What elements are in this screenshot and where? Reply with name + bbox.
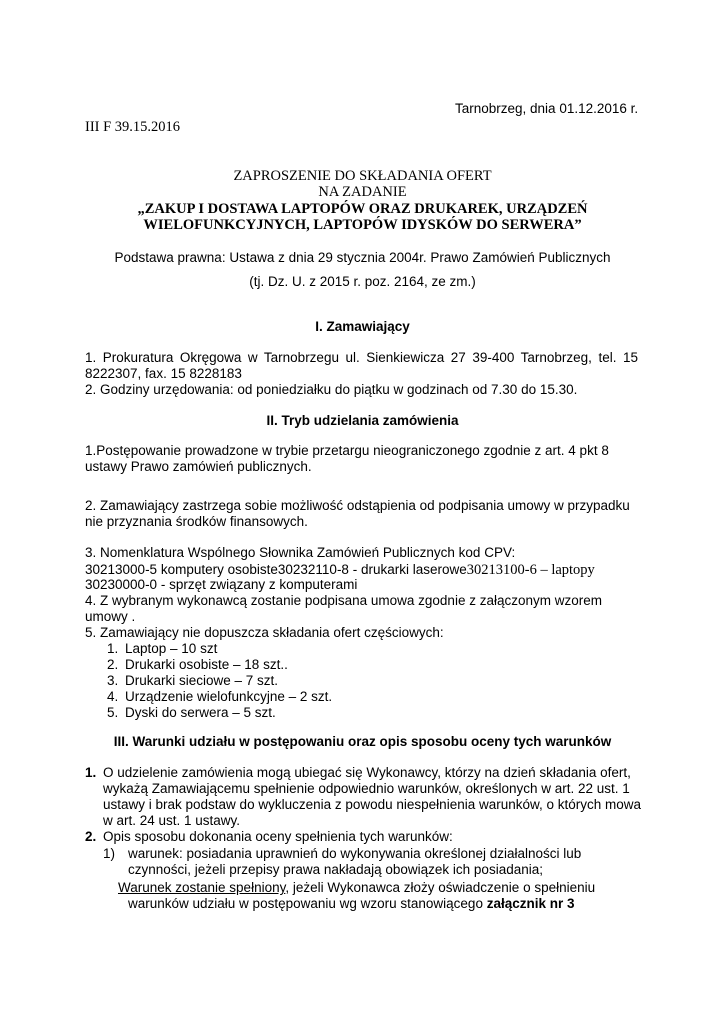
sub-item-number: 1) xyxy=(103,846,116,861)
list-number: 3. xyxy=(107,673,119,688)
list-number: 2. xyxy=(107,657,119,672)
attachment-reference: załącznik nr 3 xyxy=(486,896,575,911)
list-number: 4. xyxy=(107,689,119,704)
legal-basis-line-1: Podstawa prawna: Ustawa z dnia 29 stycznia 2004r. Prawo Zamówień Publicznych xyxy=(114,250,611,265)
contract-para-line-2: umowy . xyxy=(85,609,136,624)
assessment-heading: Opis sposobu dokonania oceny spełnienia tych warunków: xyxy=(103,829,453,844)
list-item xyxy=(107,641,217,657)
list-item xyxy=(107,657,288,673)
authority-address: Prokuratura Okręgowa w Tarnobrzegu ul. Sienkiewicza 27 39-400 Tarnobrzeg, tel. 15 xyxy=(102,350,638,365)
conditions-para-line-3: ustawy i brak podstaw do wykluczenia z powodu niespełnienia warunków, o których mowa xyxy=(103,797,642,812)
item-number: 1. xyxy=(85,350,97,365)
section-2-heading: II. Tryb udzielania zamówienia xyxy=(266,413,459,428)
authority-contact: 8222307, fax. 15 8228183 xyxy=(85,366,242,381)
conditions-para-line-4: w art. 24 ust. 1 ustawy. xyxy=(103,813,241,828)
item-number: 2. xyxy=(85,382,97,397)
sub-item-line-1: warunek: posiadania uprawnień do wykonywania określonej działalności lub xyxy=(128,846,582,861)
place-date: Tarnobrzeg, dnia 01.12.2016 r. xyxy=(455,101,639,116)
cpv-heading: 3. Nomenklatura Wspólnego Słownika Zamówień Publicznych kod CPV: xyxy=(85,545,516,560)
title-line-4: WIELOFUNKCYJNYCH, LAPTOPÓW IDYSKÓW DO SERWERA” xyxy=(143,217,582,233)
section-3-heading: III. Warunki udziału w postępowaniu oraz opis sposobu oceny tych warunków xyxy=(113,734,612,749)
withdrawal-para-line-1: 2. Zamawiający zastrzega sobie możliwość odstąpienia od podpisania umowy w przypadku xyxy=(85,498,630,513)
title-line-2: NA ZADANIE xyxy=(318,184,407,200)
section-1-heading: I. Zamawiający xyxy=(315,319,410,334)
contract-para-line-1: 4. Z wybranym wykonawcą zostanie podpisana umowa zgodnie z załączonym wzorem xyxy=(85,593,602,608)
list-text: Drukarki osobiste – 18 szt.. xyxy=(125,657,288,672)
office-hours xyxy=(85,382,577,398)
procedure-para-line-1: 1.Postępowanie prowadzone w trybie przetargu nieograniczonego zgodnie z art. 4 pkt 8 xyxy=(85,443,609,458)
sub-item-line-2: czynności, jeżeli przepisy prawa nakładają obowiązek ich posiadania; xyxy=(128,862,543,877)
list-item xyxy=(107,705,276,721)
partial-offers-para: 5. Zamawiający nie dopuszcza składania ofert częściowych: xyxy=(85,625,444,640)
procedure-para-line-2: ustawy Prawo zamówień publicznych. xyxy=(85,459,312,474)
list-number: 1. xyxy=(107,641,119,656)
withdrawal-para-line-2: nie przyznania środków finansowych. xyxy=(85,514,308,529)
item-number: 2. xyxy=(85,829,97,844)
condition-line-1 xyxy=(118,880,595,896)
list-item xyxy=(107,673,278,689)
conditions-para-line-1: O udzielenie zamówienia mogą ubiegać się Wykonawcy, którzy na dzień składania ofert, xyxy=(103,765,631,780)
list-number: 5. xyxy=(107,705,119,720)
title-line-3: „ZAKUP I DOSTAWA LAPTOPÓW ORAZ DRUKAREK, URZĄDZEŃ xyxy=(137,201,588,217)
condition-text: warunków udziału w postępowaniu wg wzoru stanowiącego xyxy=(128,896,487,911)
list-text: Dyski do serwera – 5 szt. xyxy=(125,705,276,720)
title-line-1: ZAPROSZENIE DO SKŁADANIA OFERT xyxy=(233,168,492,184)
list-text: Drukarki sieciowe – 7 szt. xyxy=(125,673,279,688)
list-text: Urządzenie wielofunkcyjne – 2 szt. xyxy=(125,689,333,704)
item-number: 1. xyxy=(85,765,97,780)
conditions-para-line-2: wykażą Zamawiającemu spełnienie odpowiednio warunków, określonych w art. 22 ust. 1 xyxy=(103,781,630,796)
condition-line-2 xyxy=(128,896,575,912)
cpv-codes-part-2: 30213100-6 – laptopy xyxy=(466,562,595,578)
office-hours-text: Godziny urzędowania: od poniedziałku do piątku w godzinach od 7.30 do 15.30. xyxy=(100,382,578,397)
condition-rest: , jeżeli Wykonawca złoży oświadczenie o spełnieniu xyxy=(285,880,596,895)
list-item xyxy=(107,689,332,705)
legal-basis-line-2: (tj. Dz. U. z 2015 r. poz. 2164, ze zm.) xyxy=(249,274,476,289)
condition-underlined: Warunek zostanie spełniony xyxy=(118,880,286,895)
cpv-codes-part-1: 30213000-5 komputery osobiste30232110-8 - drukarki laserowe xyxy=(85,562,467,577)
cpv-codes-line-2: 30230000-0 - sprzęt związany z komputerami xyxy=(85,577,358,592)
contracting-authority-item xyxy=(85,350,638,366)
list-text: Laptop – 10 szt xyxy=(125,641,218,656)
reference-number: III F 39.15.2016 xyxy=(85,119,181,135)
